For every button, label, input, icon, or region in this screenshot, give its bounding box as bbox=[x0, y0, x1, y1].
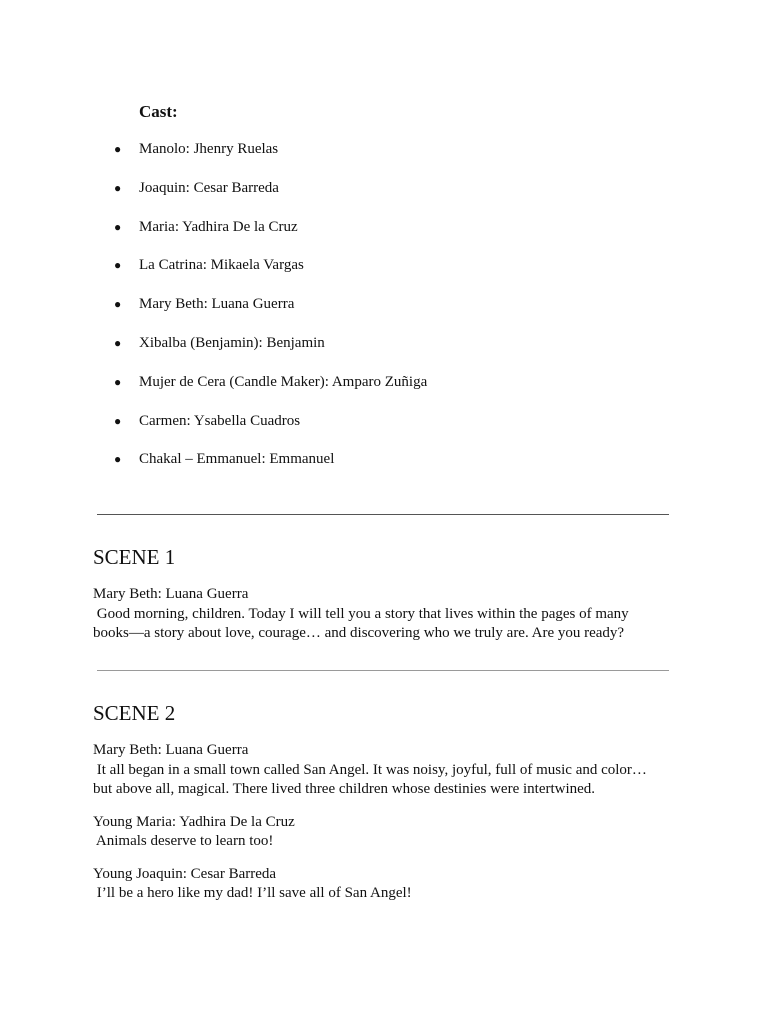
cast-member: Xibalba (Benjamin): Benjamin bbox=[139, 334, 325, 351]
cast-list-item bbox=[0, 371, 768, 410]
dialogue-line: It all began in a small town called San Angel. It was noisy, joyful, full of music and color… bbox=[93, 761, 647, 778]
cast-member: Mary Beth: Luana Guerra bbox=[139, 296, 295, 313]
section-divider bbox=[97, 514, 669, 515]
bullet-icon: ● bbox=[114, 335, 122, 350]
bullet-icon: ● bbox=[114, 297, 122, 312]
dialogue-line: Good morning, children. Today I will tell you a story that lives within the pages of many bbox=[93, 605, 629, 622]
cast-list-item bbox=[0, 293, 768, 332]
section-divider bbox=[97, 670, 669, 671]
bullet-icon: ● bbox=[114, 180, 122, 195]
bullet-icon: ● bbox=[114, 142, 122, 156]
cast-member: Carmen: Ysabella Cuadros bbox=[139, 412, 301, 429]
scene-heading: SCENE 2 bbox=[93, 701, 176, 725]
cast-list-item bbox=[0, 216, 768, 255]
speaker-name: Young Maria: Yadhira De la Cruz bbox=[93, 813, 295, 830]
cast-member: Chakal – Emmanuel: Emmanuel bbox=[139, 451, 335, 468]
cast-member: Manolo: Jhenry Ruelas bbox=[139, 141, 279, 157]
bullet-icon: ● bbox=[114, 219, 122, 234]
scene-heading: SCENE 1 bbox=[93, 545, 176, 569]
dialogue-block bbox=[93, 865, 683, 904]
cast-member: Maria: Yadhira De la Cruz bbox=[139, 218, 298, 235]
cast-member: Mujer de Cera (Candle Maker): Amparo Zuñiga bbox=[139, 373, 428, 390]
bullet-icon: ● bbox=[114, 258, 122, 273]
bullet-icon: ● bbox=[114, 413, 122, 428]
speaker-name: Mary Beth: Luana Guerra bbox=[93, 742, 249, 758]
cast-member: Joaquin: Cesar Barreda bbox=[139, 179, 279, 196]
cast-list-item bbox=[0, 332, 768, 371]
scene-2 bbox=[93, 699, 683, 917]
cast-list-item bbox=[0, 254, 768, 293]
dialogue-line: but above all, magical. There lived three children whose destinies were intertwined. bbox=[93, 781, 596, 797]
dialogue-line: I’ll be a hero like my dad! I’ll save all of San Angel! bbox=[93, 885, 412, 901]
dialogue-line: books—a story about love, courage… and discovering who we truly are. Are you ready? bbox=[93, 625, 625, 641]
dialogue-block bbox=[93, 813, 683, 852]
bullet-icon: ● bbox=[114, 374, 122, 389]
dialogue-block bbox=[93, 585, 683, 644]
cast-title: Cast: bbox=[139, 102, 178, 121]
dialogue-line: Animals deserve to learn too! bbox=[93, 833, 274, 849]
bullet-icon: ● bbox=[114, 452, 122, 467]
dialogue-block bbox=[93, 741, 683, 800]
speaker-name: Mary Beth: Luana Guerra bbox=[93, 586, 249, 602]
cast-list-item bbox=[0, 138, 768, 177]
cast-list-item bbox=[0, 177, 768, 216]
scene-1 bbox=[93, 543, 683, 657]
cast-list bbox=[0, 138, 768, 487]
speaker-name: Young Joaquin: Cesar Barreda bbox=[93, 865, 277, 882]
cast-list-item bbox=[0, 410, 768, 449]
cast-member: La Catrina: Mikaela Vargas bbox=[139, 257, 304, 274]
cast-list-item bbox=[0, 448, 768, 487]
